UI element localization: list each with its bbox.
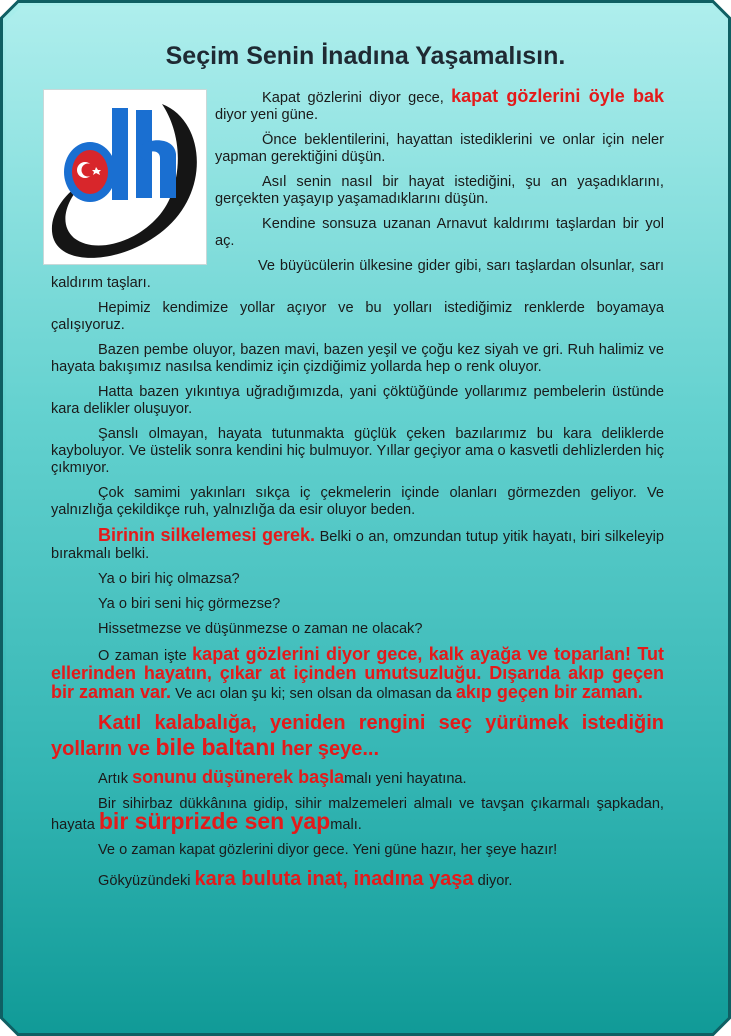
- text-span: Ve acı olan şu ki; sen olsan da olmasan da: [171, 686, 456, 702]
- paragraph-4: Kendine sonsuza uzanan Arnavut kaldırımı taşlardan bir yol aç.: [215, 216, 664, 249]
- paragraph-12: Ya o biri hiç olmazsa?: [98, 571, 240, 587]
- text-span: Artık: [98, 771, 133, 787]
- text-span: Kapat gözlerini diyor gece,: [262, 90, 452, 106]
- paragraph-1: [215, 88, 664, 124]
- paragraph-9: Şanslı olmayan, hayata tutunmakta güçlük çeken bazılarımız bu kara deliklerde kayboluyor. Ve üstelik sonra kendini hiç bulmuyor. Yıllar geçiyor ama o kasvetli dehlizlerden hiç çıkmıyor.: [51, 426, 664, 476]
- highlight-text: bir sürprizde sen yap: [98, 808, 331, 834]
- paragraph-2: Önce beklentilerini, hayattan istediklerini ve onlar için neler yapman gerektiğini düşün.: [215, 132, 664, 165]
- highlight-text: kapat gözlerini diyor gece, kalk ayağa ve toparlan! Tut ellerinden hayatın, çıkar at içinden umutsuzluğu. Dışarıda akıp geçen bir zaman var.: [51, 644, 665, 702]
- paragraph-19: Ve o zaman kapat gözlerini diyor gece. Yeni güne hazır, her şeye hazır!: [98, 842, 558, 858]
- paragraph-17: [51, 769, 664, 788]
- page-title: Seçim Senin İnadına Yaşamalısın.: [165, 42, 566, 70]
- text-span: malı.: [330, 817, 362, 833]
- text-span: O zaman işte: [98, 648, 193, 664]
- paragraph-7: Bazen pembe oluyor, bazen mavi, bazen yeşil ve çoğu kez siyah ve gri. Ruh halimiz ve hayata bakışımız nasılsa kendimiz için çizdiğimiz yollarda hep o renk oluyor.: [51, 342, 664, 375]
- paragraph-20: [51, 867, 664, 891]
- text-span: Bir sihirbaz dükkânına gidip, sihir malzemeleri almalı ve tavşan çıkarmalı şapkadan, hayata: [51, 796, 664, 833]
- highlight-text: akıp geçen bir zaman.: [455, 682, 643, 702]
- paragraph-3: Asıl senin nasıl bir hayat istediğini, şu an yaşadıklarını, gerçekten yaşayıp yaşamadıklarını düşün.: [215, 174, 664, 207]
- paragraph-5: Ve büyücülerin ülkesine gider gibi, sarı taşlardan olsunlar, sarı kaldırım taşları.: [51, 258, 664, 291]
- highlight-text: Katıl kalabalığa, yeniden rengini seç yürümek istediğin yolların ve: [51, 712, 664, 760]
- highlight-text: kara buluta inat, inadına yaşa: [194, 868, 474, 890]
- highlight-text: kapat gözlerini öyle bak: [451, 86, 664, 106]
- paragraph-15: [51, 646, 664, 703]
- paragraph-10: Çok samimi yakınları sıkça iç çekmelerin içinde olanları görmezden geliyor. Ve yalnızlığa çekildikçe ruh, yalnızlığa da esir oluyor beden.: [51, 485, 664, 518]
- highlight-text: sonunu düşünerek başla: [132, 767, 345, 787]
- text-span: malı yeni hayatına.: [344, 771, 467, 787]
- paragraph-8: Hatta bazen yıkıntıya uğradığımızda, yani çöktüğünde yollarımız pembelerin üstünde kara delikler oluşuyor.: [51, 384, 664, 417]
- highlight-text: bile baltanı: [155, 734, 276, 760]
- article-body: [51, 88, 664, 899]
- highlight-text: her şeye...: [275, 738, 380, 760]
- text-span: Gökyüzündeki: [98, 873, 195, 889]
- paragraph-18: [51, 796, 664, 834]
- paragraph-16: [51, 711, 664, 761]
- highlight-text: Birinin silkelemesi gerek.: [98, 525, 316, 545]
- paragraph-14: Hissetmezse ve düşünmezse o zaman ne olacak?: [98, 621, 423, 637]
- paragraph-13: Ya o biri seni hiç görmezse?: [98, 596, 281, 612]
- text-span: diyor.: [473, 873, 513, 889]
- text-span: diyor yeni güne.: [215, 107, 319, 123]
- paragraph-6: Hepimiz kendimize yollar açıyor ve bu yolları istediğimiz renklerde boyamaya çalışıyoruz.: [51, 300, 664, 333]
- paragraph-11: [51, 527, 664, 563]
- text-span: Belki o an, omzundan tutup yitik hayatı, biri silkeleyip bırakmalı belki.: [51, 529, 665, 562]
